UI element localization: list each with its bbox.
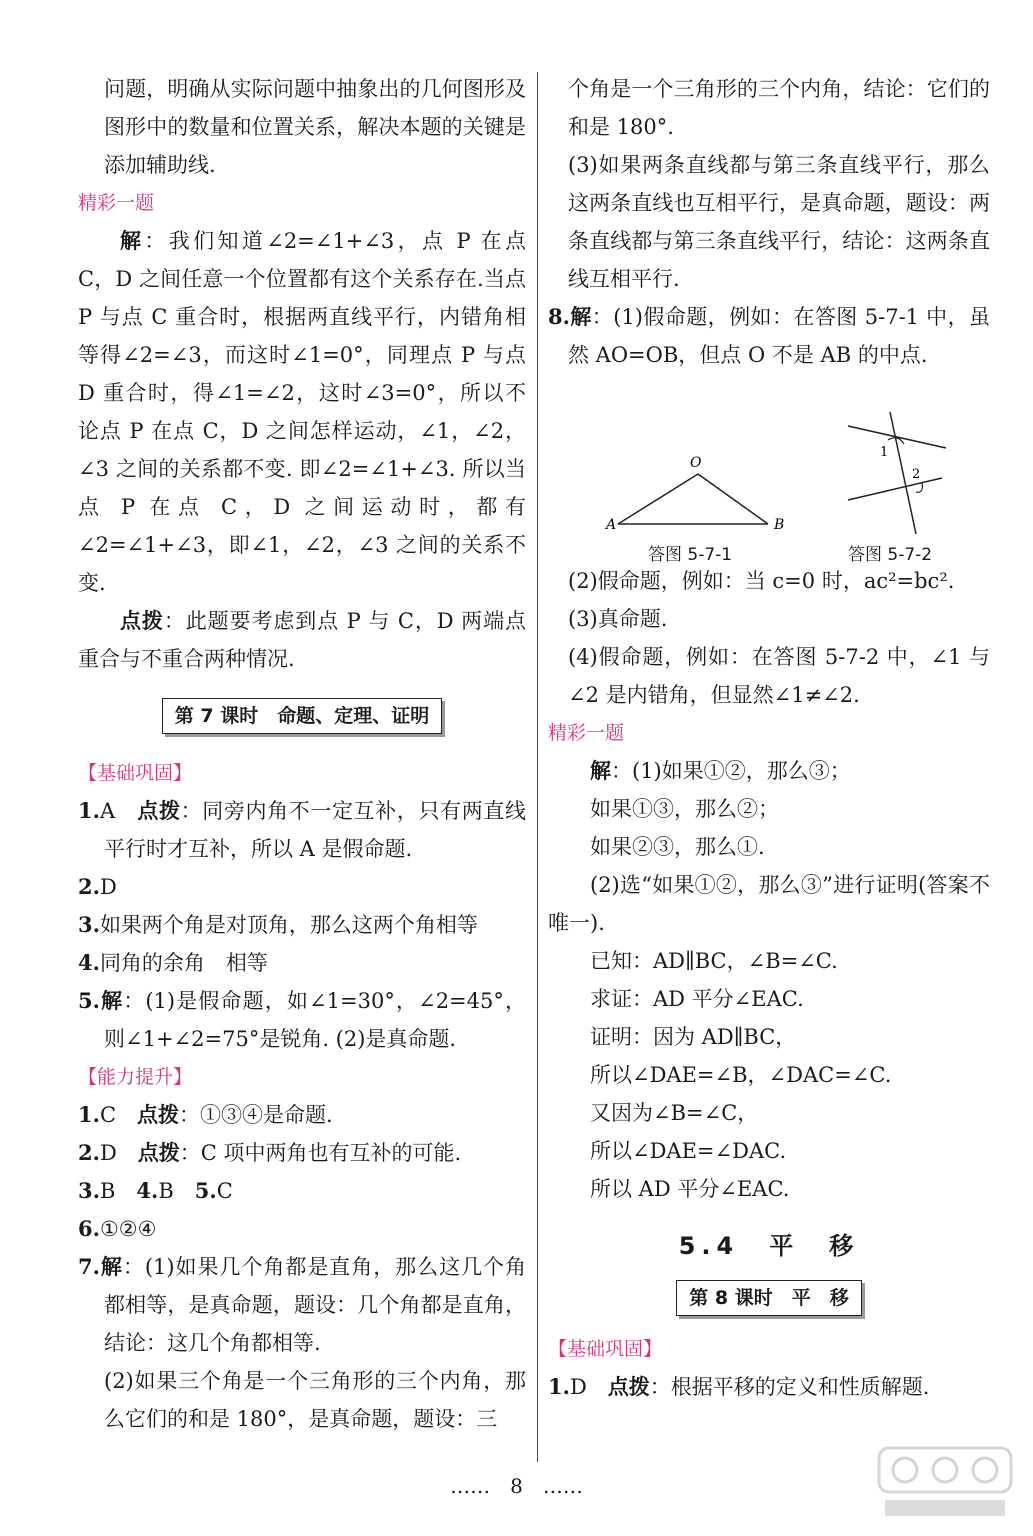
dianbo-label: 点拨 [120, 608, 164, 633]
list-item [78, 868, 526, 906]
step-8: 所以∠DAE=∠B，∠DAC=∠C. [590, 1063, 892, 1087]
step-2: 如果①③，那么②； [590, 797, 779, 821]
label-a: A [606, 517, 617, 533]
segment-ob [698, 474, 768, 524]
lesson-7-title: 第 7 课时 命题、定理、证明 [162, 698, 442, 734]
line-bottom [848, 478, 942, 500]
item-label: 解 [99, 988, 124, 1013]
item-answer: ①②④ [99, 1217, 157, 1241]
left-column [78, 70, 526, 1438]
nengli-list [78, 1096, 526, 1438]
item-text: ：根据平移的定义和性质解题. [649, 1375, 930, 1399]
chapter-title: 5.4 平 移 [678, 1232, 860, 1260]
list-item [78, 792, 526, 868]
item-text: ：(1)如果几个角都是直角，那么这几个角都相等，是真命题，题设：几个角都是直角，结论：这几个角都相等. [104, 1255, 527, 1355]
step-text: ：(1)如果①②，那么③； [611, 759, 851, 783]
list-item [78, 906, 526, 944]
q7-continued: 个角是一个三角形的三个内角，结论：它们的和是 180°. [568, 77, 990, 139]
jingcai-heading-right: 精彩一题 [548, 722, 625, 744]
step-10: 所以∠DAE=∠DAC. [590, 1139, 787, 1163]
step-4: (2)选“如果①②，那么③”进行证明(答案不唯一). [548, 873, 990, 935]
jichu-tag-right: 【基础巩固】 [548, 1338, 663, 1360]
label-angle-2: 2 [912, 467, 921, 482]
column-divider [537, 72, 538, 1462]
item-text: ：①③④是命题. [179, 1103, 333, 1127]
label-angle-1: 1 [880, 445, 889, 460]
q7-part3: (3)如果两条直线都与第三条直线平行，那么这两条直线也互相平行，是真命题，题设：两条直线都与第三条直线平行，结论：这两条直线互相平行. [568, 153, 990, 291]
item-text: ：同旁内角不一定互补，只有两直线平行时才互补，所以 A 是假命题. [104, 799, 527, 861]
label-b: B [774, 517, 785, 533]
item-number: 2. [78, 1140, 100, 1165]
item-number: 4. [136, 1178, 159, 1203]
watermark-mark-2 [933, 1458, 957, 1482]
item-number: 1. [78, 1102, 100, 1127]
item-text: ：(1)假命题，例如：在答图 5-7-1 中，虽然 AO=OB，但点 O 不是 AB 的中点. [568, 305, 991, 367]
list-item [548, 1368, 990, 1406]
step-11: 所以 AD 平分∠EAC. [590, 1177, 790, 1201]
jichu-list [78, 792, 526, 1058]
item-number: 3. [78, 1178, 100, 1203]
item-label: 点拨 [137, 1102, 180, 1127]
list-item [78, 982, 526, 1058]
item-number: 1. [548, 1374, 570, 1399]
step-5: 已知：AD∥BC，∠B=∠C. [590, 949, 838, 973]
q8-part1 [548, 298, 990, 374]
figures-svg [548, 374, 990, 562]
item-answer: A [99, 799, 116, 823]
item-answer: 如果两个角是对顶角，那么这两个角相等 [99, 913, 478, 937]
item-answer: B [158, 1179, 195, 1203]
watermark-frame [879, 1448, 1011, 1492]
jie-label: 解 [590, 758, 611, 783]
right-column [548, 70, 990, 1406]
list-item [78, 1248, 526, 1362]
item-answer: B [99, 1179, 137, 1203]
q7-part2: (2)如果三个角是一个三角形的三个内角，那么它们的和是 180°，是真命题，题设：三 [104, 1369, 526, 1431]
q8-part3: (3)真命题. [568, 607, 668, 631]
step-9: 又因为∠B=∠C， [590, 1101, 759, 1125]
item-label: 解 [99, 1254, 123, 1279]
list-item [78, 1134, 526, 1172]
item-label: 点拨 [137, 798, 181, 823]
watermark-mark-1 [893, 1458, 917, 1482]
jingcai-text: ：我们知道∠2=∠1+∠3，点 P 在点 C，D 之间任意一个位置都有这个关系存在.当点 P 与点 C 重合时，根据两直线平行，内错角相等得∠2=∠3，而这时∠1=0°，同理点 P 与点 D 重合时，得∠1=∠2，这时∠3=0°，所以不论点 P 在点 C，D 之间怎样运动，∠1，∠2，∠3 之间的关系都不变. 即∠2=∠1+∠3. 所以当点 P 在点 C，D 之间运动时，都有∠2=∠1+∠3，即∠1，∠2，∠3 之间的关系不变. [78, 229, 526, 595]
dianbo-text: ：此题要考虑到点 P 与 C，D 两端点重合与不重合两种情况. [78, 609, 526, 671]
item-answer: C [99, 1103, 117, 1127]
item-number: 1. [78, 798, 100, 823]
item-number: 3. [78, 912, 100, 937]
lines-figure [848, 412, 946, 534]
step-3: 如果②③，那么①. [590, 835, 765, 859]
q8-part2: (2)假命题，例如：当 c=0 时，ac²=bc². [568, 569, 955, 593]
step-6: 求证：AD 平分∠EAC. [590, 987, 804, 1011]
list-item [78, 944, 526, 982]
step-1 [548, 752, 990, 790]
nengli-tag: 【能力提升】 [78, 1066, 193, 1088]
fig1-caption: 答图 5-7-1 [648, 545, 733, 565]
figures-area [548, 374, 990, 565]
item-answer: D [569, 1375, 587, 1399]
item-text: ：(1)是假命题，如∠1=30°，∠2=45°，则∠1+∠2=75°是锐角. (2)是真命题. [104, 989, 527, 1051]
item-answer: D [99, 1141, 117, 1165]
jichu-tag: 【基础巩固】 [78, 762, 193, 784]
item-number: 5. [194, 1178, 217, 1203]
item-number: 5. [78, 988, 100, 1013]
jie-label: 解 [120, 228, 145, 253]
q8-part4: (4)假命题，例如：在答图 5-7-2 中，∠1 与∠2 是内错角，但显然∠1≠∠2. [568, 645, 990, 707]
item-number: 2. [78, 874, 100, 899]
item-number: 7. [78, 1254, 100, 1279]
jingcai-heading: 精彩一题 [78, 192, 155, 214]
item-answer: D [99, 875, 117, 899]
list-item [78, 1210, 526, 1248]
lesson-8-title: 第 8 课时 平 移 [676, 1280, 861, 1316]
item-number: 8. [548, 304, 570, 329]
jingcai-solution [78, 222, 526, 602]
dianbo-paragraph [78, 602, 526, 678]
page-number: …… 8 …… [450, 1474, 583, 1498]
triangle-figure [604, 455, 784, 533]
step-7: 证明：因为 AD∥BC， [590, 1025, 797, 1049]
fig2-caption: 答图 5-7-2 [848, 545, 933, 565]
label-o: O [690, 455, 702, 471]
item-number: 6. [78, 1216, 100, 1241]
watermark-logo [875, 1442, 1015, 1522]
item-answer: C [216, 1179, 233, 1203]
item-label: 解 [569, 304, 592, 329]
item-label: 点拨 [607, 1374, 650, 1399]
list-item [78, 1096, 526, 1134]
item-label: 点拨 [137, 1140, 180, 1165]
item-answer: 同角的余角 相等 [99, 951, 268, 975]
list-item [78, 1172, 526, 1210]
item-text: ：C 项中两角也有互补的可能. [179, 1141, 462, 1165]
segment-ao [618, 474, 698, 524]
item-number: 4. [78, 950, 100, 975]
watermark-mark-3 [973, 1458, 997, 1482]
watermark-bar [885, 1500, 1005, 1516]
intro-paragraph: 问题，明确从实际问题中抽象出的几何图形及图形中的数量和位置关系，解决本题的关键是添加辅助线. [104, 77, 526, 177]
